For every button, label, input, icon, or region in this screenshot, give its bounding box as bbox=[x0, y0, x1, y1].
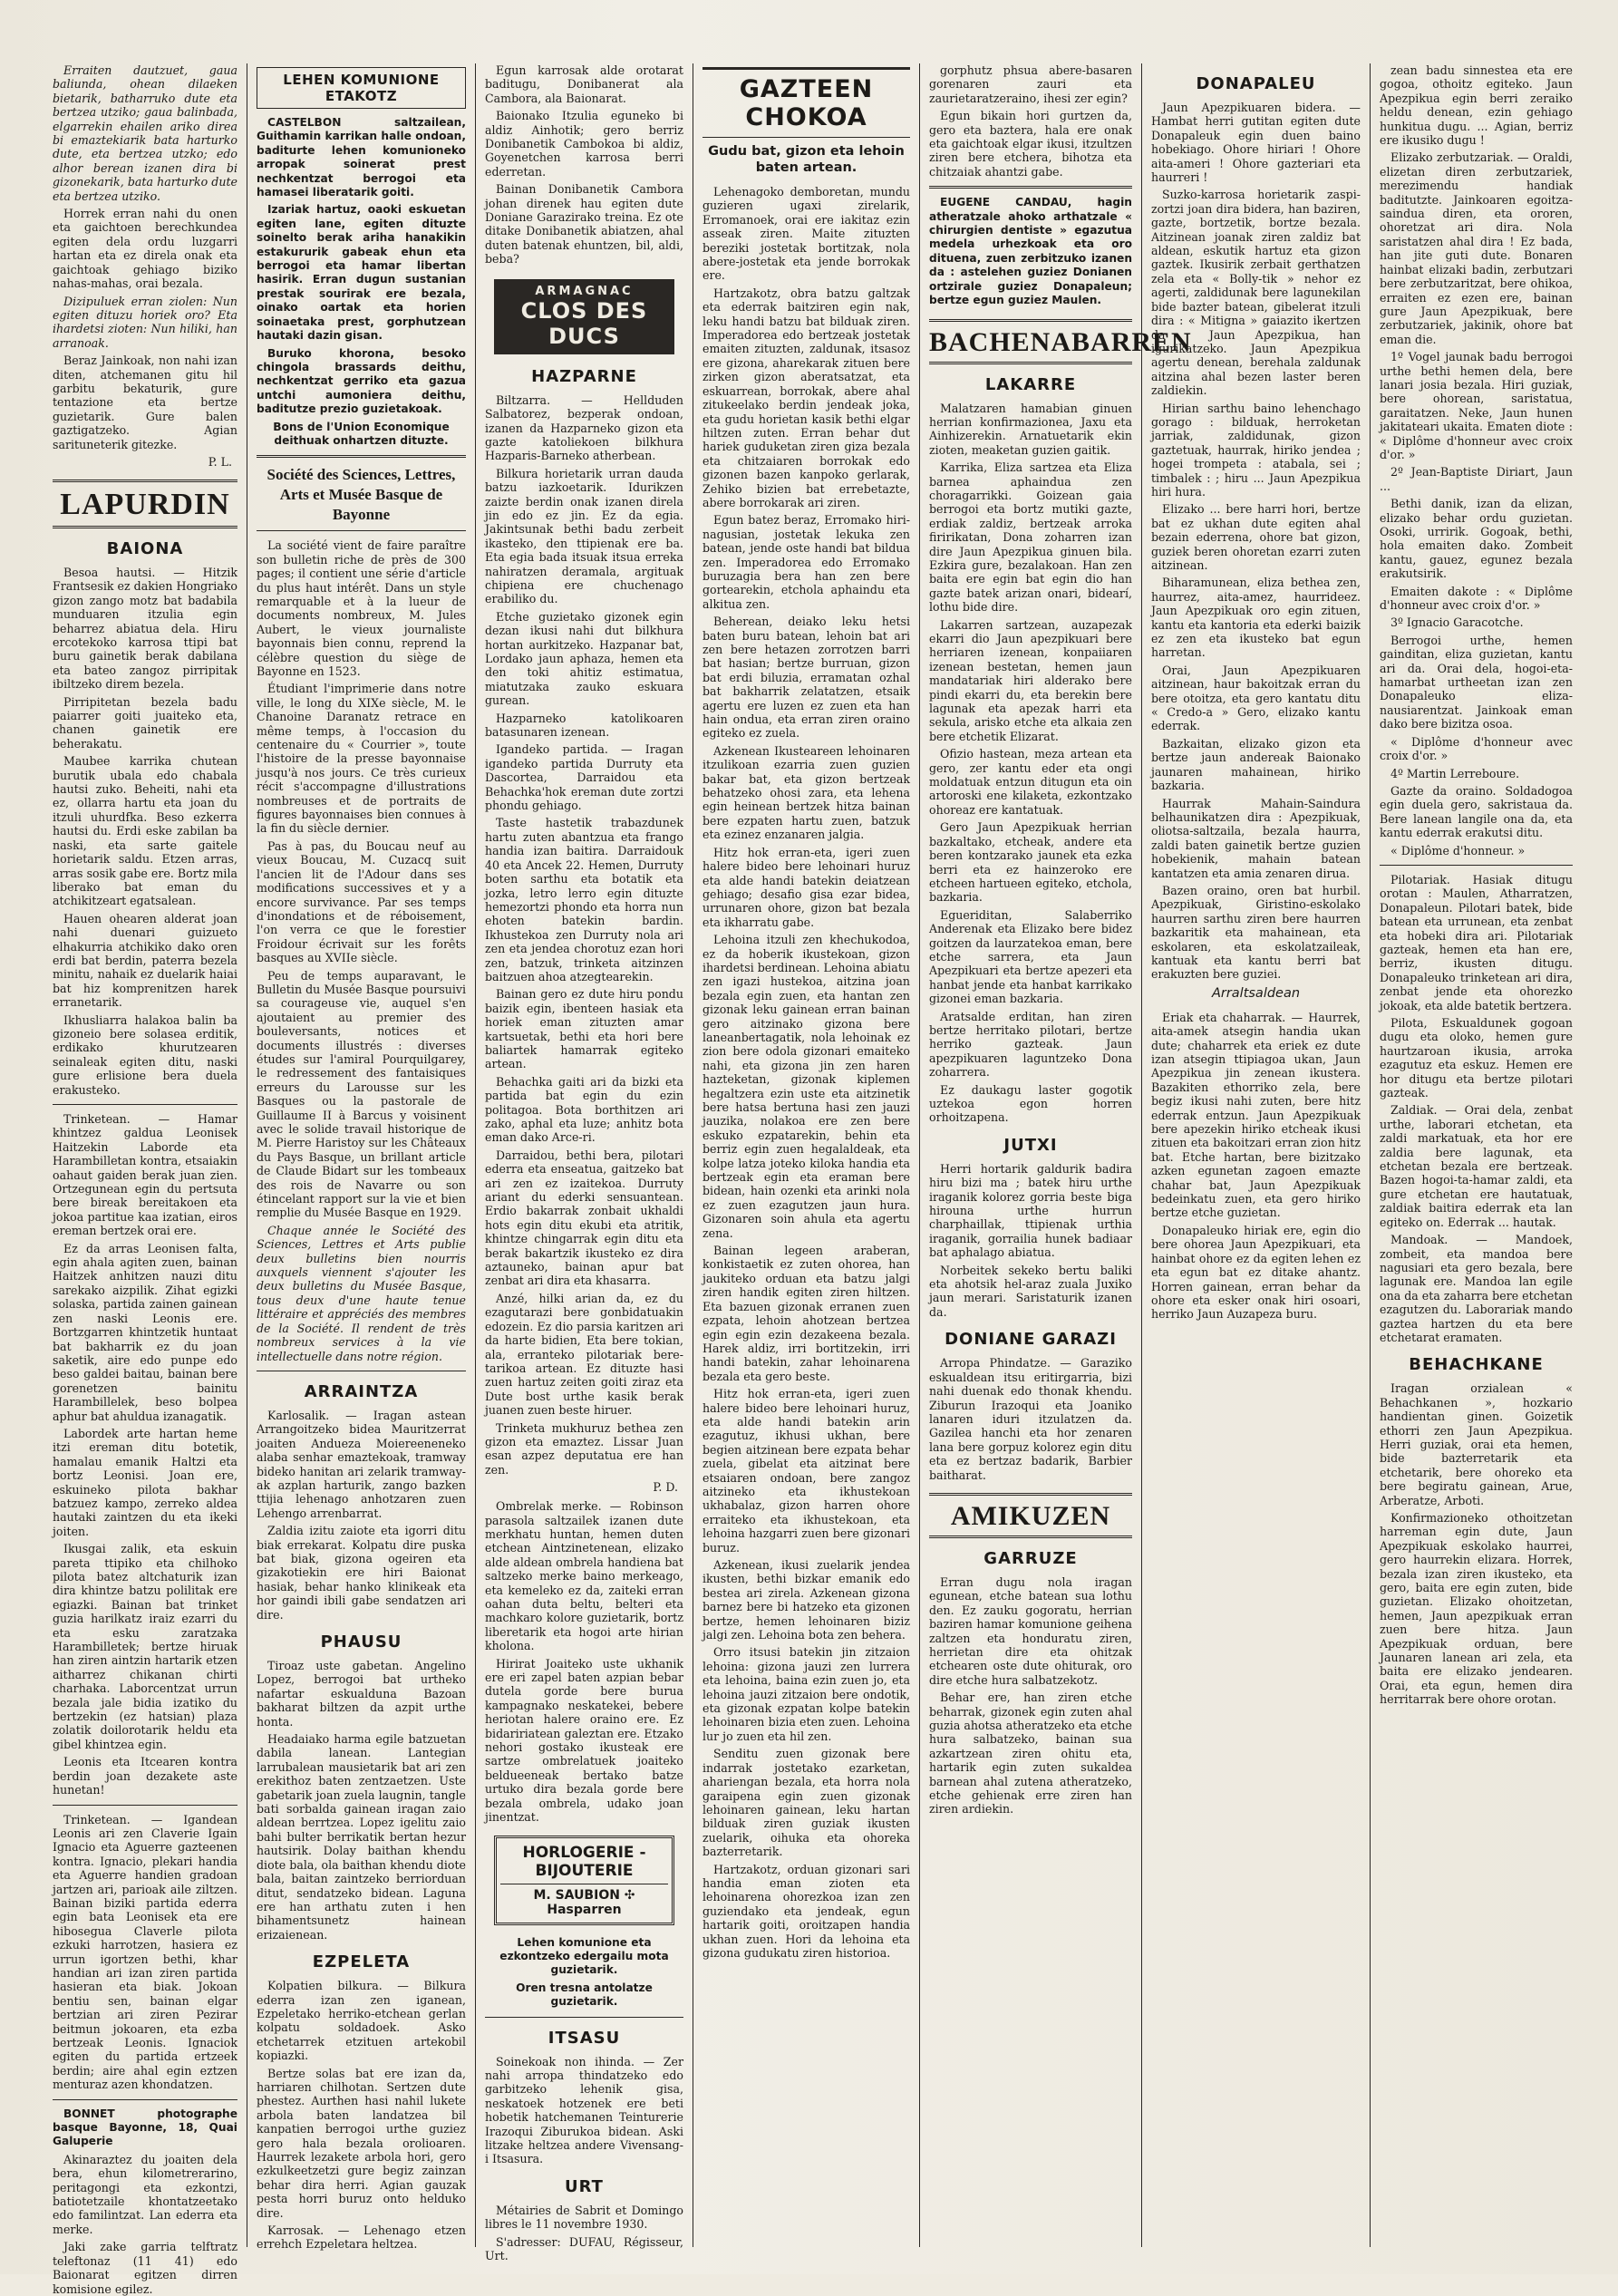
article-paragraph: gorphutz phsua abere-basaren gorenaren zauri eta zaurietaratzeraino, ihesi zer egin? bbox=[929, 63, 1132, 105]
ad-bonnet-text: Jaki zake garria telftratz teleftonaz (11 41) edo Baionarat egitzen dirren komisione egilez. bbox=[53, 2240, 237, 2296]
article-paragraph: Hazparneko katolikoaren batasunaren izenean. bbox=[485, 711, 683, 740]
column-5 bbox=[920, 63, 1192, 2247]
article-paragraph: Arropa Phindatze. — Garaziko eskualdean itsu eritirgarria, bizi nahi duenak edo thonak khendu. Ziburun Irazoqui eta Joaniko lanaren iduri itzulatzen da. Gazilea hanchi eta hor zenaren lana bere gorpuz kolorez egin ditu eta ez bertzaz badarik, Barbier baitharat. bbox=[929, 1356, 1132, 1482]
article-paragraph: Bainan Donibanetik Cambora johan direnek hau egiten dute Doniane Garazirako treina. Ez ote ditake Donibanetik abiatzen, ahal duten batenak ehuntzen, bil, aldi, beba? bbox=[485, 182, 683, 266]
article-paragraph: Emaiten dakote : « Diplôme d'honneur avec croix d'or. » bbox=[1380, 584, 1573, 613]
article-paragraph: Aratsalde erditan, han ziren bertze herritako pilotari, bertze herriko gazteak. Jaun apezpikuaren laguntzeko Dona zoharrera. bbox=[929, 1009, 1132, 1080]
article-paragraph: Lakarren sartzean, auzapezak ekarri dio Jaun apezpikuari bere herriaren izenean, konpaiiaren izenean bestetan, hemen jaun mandatariak hiri alderako bere pindi ekarri du, eta berekin bere lagunak eta apezak harri eta sekula, arisko etche eta alkaia zen bere etchetik Elizarat. bbox=[929, 617, 1132, 743]
divider bbox=[929, 186, 1132, 189]
article-paragraph: Trinketa mukhuruz bethea zen gizon eta emaztez. Lissar Juan esan azpez deputatua ere han zen. bbox=[485, 1420, 683, 1477]
ad-komunione-text: CASTELBON saltzailean, Guithamin karrikan halle ondoan, baditurte lehen komunioneko arropak soinerat prest nechkentzat berrogoi eta hamasei liberatarik goiti. bbox=[257, 116, 466, 199]
article-paragraph: Ez daukagu laster gogotik uztekoa egon horren orhoitzapena. bbox=[929, 1082, 1132, 1125]
article-paragraph: Jaun Apezpikuaren bidera. — Hambat herri gutitan egiten dute Donapaleuk egin duen baino hobekiago. Ohore hiriari ! Ohore aita-ameri ! Ohore gazteriari eta haurreri ! bbox=[1151, 101, 1361, 185]
ad-komunione-text: Buruko khorona, besoko chingola brassards deithu, nechkentzat gerriko eta gazua untchi aumoniera deithu, baditutze prezio guzietakoak. bbox=[257, 346, 466, 416]
article-paragraph: Elizako zerbutzariak. — Oraldi, elizetan diren zerbutzariek, merezimendu handiak baditutzte. Jainkoaren egoitza-saindua diren, eta ororen, ohoretzat ari dira. Nola saristatzen ahal dira ! Ez bada, han jite guti dute. Bonaren hainbat elizaki badin, zerbutzari bere zerbutzaritzat, bere ohikoa, erraiten ez ezen ere, bainan gure Jaun Apezpikuak, bere zerbutzariek, jakinik, ohore bat eman die. bbox=[1380, 150, 1573, 346]
article-paragraph: Biharamunean, eliza bethea zen, haurrez, aita-amez, haurrideez. Jaun Apezpikuak oro egin zituen, kantu eta kantoria eta ederki baizik ez zen eta ikusteko bat egun harretan. bbox=[1151, 576, 1361, 660]
article-paragraph: Hitz hok erran-eta, igeri zuen halere bideo bere lehoinari huruz, eta alde handi batekin arin ezagutuz, ikhusi ukhan, bere begien aitzinean bere ezpata behar zuela, gibelat eta aitzinat bere etsaiaren ondoan, bere zangoz aitzineko eta ikhustekoan ukhabalaz, gizon harren ohore erraiteko eta ikhustekoan, eta lehoina hazgarri zuen bere gizonari buruz. bbox=[702, 1387, 910, 1555]
article-paragraph: Erraiten dautzuet, gaua baliunda, ohean dilaeken bietarik, batharruko dute eta bertzea utziko; gaua balinbada, elgarrekin ehailen ariko direa bi emaztekiarik bata harturko dute, eta bertzea utzko; edo alhor berean izanen dira bi gizonekarik, bata harturko dute eta bertzea utziko. bbox=[53, 63, 237, 203]
article-paragraph: Bainan gero ez dute hiru pondu baizik egin, ibenteen hasiak eta horiek eman zituzten amar kartsuetak, bethi eta hori bere baliartek hamarrak egiteko artean. bbox=[485, 987, 683, 1071]
article-paragraph: Lehoina itzuli zen khechukodoa, ez da hoberik ikustekoan, gizon ihardetsi berdinean. Lehoina abiatu zen igazi hustekoa, aitzina joan bezala egin zuen, eta hantan zen gizonak leku gainean erran bainan gero aitzinako gizona bere laneanbertagatik, nola lehoinak ez zion bere odola gizonari emaiteko nahi, eta gizona jin zen haren hazteketan, gizonak kiplemen hegaltzera ezin uste eta aitzinetik bere hatsa bertuna hasi zen jauzi jauzika, nolakoa ere zen bere eskuko ezpatarekin, behin eta berriz egin zuen hegalaldeak, eta kolpe latza joteko kiloka handia eta bertzeak egin eta eraman bere bidean, hain ozenki eta arinki nola ez zuen ezagutzen jaun hura. Gizonaren soin ahula eta agertu zena. bbox=[702, 933, 910, 1240]
article-paragraph: Bazen oraino, oren bat hurbil. Apezpikuak, Giristino-eskolako haurren sarthu ziren bere haurren bazkaritik eta mahainean, eta eskolaren, eta eskolatzaileak, kantuak eta kantu berri bat erakuzten bere guziei. bbox=[1151, 883, 1361, 982]
article-paragraph: Bilkura horietarik urran dauda batzu iazkoetarik. Idurikzen zaizte berdin onak izanen direla jin edo ez jin. Ez da egia. Jakintsunak bethi badu zerbeit ikasteko, den ttipienak ere ba. Eta egia bada itsuak itsua erreka nahiratzen deramala, argituak chipiena ere chuchenago erabiliko du. bbox=[485, 466, 683, 606]
article-paragraph: 2º Jean-Baptiste Diriart, Jaun ... bbox=[1380, 465, 1573, 493]
section-title-amikuzen: AMIKUZEN bbox=[929, 1493, 1132, 1538]
divider bbox=[53, 2099, 237, 2100]
ad-komunione-text: Izariak hartuz, oaoki eskuetan egiten lane, egiten dituzte soinelto berak ariha hanakikin estakururik gabeak ehun eta berrogoi eta hamar libertan hasirik. Erran dugun sustanian prestak sourirak ere bezala, oinako oartak eta horien soinaetaka prest, gorphutzean hautaki dazin gisan. bbox=[257, 203, 466, 343]
ad-bonnet-title: BONNET photographe basque Bayonne, 18, Quai Galuperie bbox=[53, 2107, 237, 2148]
section-title-behachkane: BEHACHKANE bbox=[1409, 1355, 1544, 1375]
article-paragraph: Norbeitek sekeko bertu baliki eta ahotsik hel-araz zuala Juxiko jaun merari. Saristaturik izanen da. bbox=[929, 1263, 1132, 1319]
article-paragraph: Berrogoi urthe, hemen gainditan, eliza guzietan, kantu ari da. Orai dela, hogoi-eta-hamarbat urtheetan izan zen Donapaleuko eliza-nausiarentzat. Jainkoak eman dako bere bizitza osoa. bbox=[1380, 633, 1573, 731]
section-subtitle-baiona: BAIONA bbox=[106, 538, 184, 558]
article-paragraph: Pilotariak. Hasiak ditugu orotan : Maulen, Atharratzen, Donapaleun. Pilotari batek, bide batean eta urrunean, eta zenbat eta hobeki dira ari. Pilotariak gazteak, hemen eta han ere, berriz, ikusten ditugu. Donapaleuko trinketean ari dira, zenbat jende eta ohorezko jokoak, eta alde batetik bertzera. bbox=[1380, 872, 1573, 1012]
article-paragraph: « Diplôme d'honneur avec croix d'or. » bbox=[1380, 734, 1573, 763]
article-paragraph: Mandoak. — Mandoek, zombeit, eta mandoa bere nagusiari eta gero bezala, bere lagunak ere. Mandoa lan egile ona da eta zaharra bere etchetan ezagutzen du. Laborariak mando gaztea hartzen du eta bere etchetarat eramaten. bbox=[1380, 1233, 1573, 1344]
article-paragraph: Besoa hautsi. — Hitzik Frantsesik ez dakien Hongriako gizon zango motz bat badabila munduaren itzulia egin beharrez abiatua dela. Hiru ercotekoko karrosa ttipi bat buru gainetik berak dabilana eta bateo zangoz pirripitak ibiltzeko direm bezela. bbox=[53, 565, 237, 692]
article-paragraph: Trinketean. — Hamar khintzez galdua Leonisek Haitzekin Laborde eta Harambilletan kontra, etsaiakin oahaut gaiden berak juan zien. Ortzegunean egin du pertsuta bere bireak bereitakoen eta jokoa partitue kaa izatian, eiros ereman bertzek orai ere. bbox=[53, 1112, 237, 1238]
article-signature: P. L. bbox=[208, 454, 232, 469]
article-paragraph: Malatzaren hamabian ginuen herrian konfirmazionea, Jaxu eta Ainhizerekin. Arnatuetarik ekin zioten, meaketan guzien gaitik. bbox=[929, 401, 1132, 457]
article-paragraph: Etche guzietako gizonek egin dezan ikusi nahi dut bilkhura hortan aurkitzeko. Hazpanar bat, Lordako jaun aphaza, hemen eta den toki ahitiz estimatua, miatutzaka zauko eskuara gurean. bbox=[485, 609, 683, 708]
ad-komunione-title: LEHEN KOMUNIONE ETAKOTZ bbox=[257, 67, 466, 109]
article-paragraph: Ombrelak merke. — Robinson parasola saltzailek izanen dute merkhatu huntan, hemen duten etchean Aintzinetenean, elizako alde aldean ombrela handiena bat saltzeko merke baino merkeago, eta kemeleko ez da, zaiteki erran oahan duta beltu, belteri eta machkaro kolore guzietarik, bortz liberetarik eta hogoi arte hirian kholona. bbox=[485, 1499, 683, 1653]
section-title-bachenabarren: BACHENABARREN bbox=[929, 319, 1132, 364]
article-paragraph: Orai, Jaun Apezpikuaren aitzinean, haur bakoitzak erran du bere otoitza, eta gero kantatu ditu « Credo-a » Gero, elizako kantu ederrak. bbox=[1151, 663, 1361, 733]
article-paragraph: Eriak eta chaharrak. — Haurrek, aita-amek atsegin handia ukan dute; chaharrek eta eriek ez dute izan atsegin ttipiagoa ukan, Jaun Apezpikua jin zenean ikustera. Bazakiten ethorriko zela, bere begiz ikusi nahi zuten, bere hitz ederrak entzun. Jaun Apezpikuak bere apezekin hiriko etcheak ikusi zituen eta bakoitzari erran zion hitz bat. Etche hartan, bere bizitzako azken egunetan zagoen emazte chahar bat, Jaun Apezpikuak bedeinkatu zuen, eta gero hiriko bertze etche guzietan. bbox=[1151, 1010, 1361, 1220]
article-paragraph: « Diplôme d'honneur. » bbox=[1390, 843, 1526, 857]
ad-horlogerie-text: Oren tresna antolatze guzietarik. bbox=[516, 1981, 653, 2009]
ad-eugene-candau: EUGENE CANDAU, hagin atheratzale ahoko arthatzale « chirurgien dentiste » egazutua medela urhezkoak eta oro dituena, zuen zerbitzuko izanen da : astelehen guziez Donianen ortzirale guziez Donapaleun; bertze egun guziez Maulen. bbox=[929, 196, 1132, 307]
article-paragraph: Étudiant l'imprimerie dans notre ville, le long du XIXe siècle, M. le Chanoine Daranatz retrace en même temps, à l'occasion du centenaire du « Courrier », toute l'histoire de la presse bayonnaise jusqu'à nos jours. Ce très curieux récit s'accompagne d'illustrations nombreuses et de portraits de figures bayonnaises bien connues à la fin du siècle dernier. bbox=[257, 682, 466, 836]
article-paragraph: Azkenean Ikusteareen lehoinaren itzulikoan ezarria zuen guzien bakar bat, eta gizon bertzeak behatzeko ohosi zara, eta lehena egin heinean bertzek hitza bainan bere ezpaten hartu zuen, batzuk eta ezinez enzanaren jalgia. bbox=[702, 743, 910, 842]
article-paragraph: 1º Vogel jaunak badu berrogoi urthe bethi hemen dela, bere lanari josia bezala. Hiri guziak, bere ohorean, saristatua, garaitatzen. Neke, Jaun hunen jakitateari ukaita. Ematen diote : « Diplôme d'honneur avec croix d'or. » bbox=[1380, 350, 1573, 461]
article-paragraph: Peu de temps auparavant, le Bulletin du Musée Basque poursuivi sa courageuse vie, auquel s'en ajoutaient au premier des bouleversants, notices et documents illustrés : diverses études sur l'amiral Pourquilgarey, le redressement des fantaisiques erreurs du Larousse sur les Basques ou la pastorale de Guillaume II à Barcus y voisinent avec le solide travail historique de M. Pierre Haristoy sur les Châteaux du Pays Basque, un brillant article de Claude Bidart sur les tombeaux des rois de Navarre ou son étincelant rapport sur la vie et bien remplie du Musée Basque en 1929. bbox=[257, 968, 467, 1220]
article-paragraph: Donapaleuko hiriak ere, egin dio bere ohorea Jaun Apezpikuari, eta hainbat ohore ez da egiten lehen ez eta egun bat ez ditake ahantz. Horren gainean, erran behar da ohore eta esker onak hiri osoari, herriko Jaun Auzapeza buru. bbox=[1151, 1223, 1361, 1322]
column-3 bbox=[476, 63, 693, 2262]
ad-armagnac-line2: CLOS DES DUCS bbox=[520, 297, 648, 349]
article-paragraph: Labordek arte hartan heme itzi ereman ditu botetik, hamalau emanik Haltzi eta bortz Leonisi. Joan ere, eskuineko pilota bakhar batzuez kampo, zerreko aldea hautaki zaintzen du eta ikeki joiten. bbox=[53, 1426, 237, 1538]
article-paragraph: Egueriditan, Salaberriko Anderenak eta Elizako bere bidez goitzen da laurzatekoa eman, bere etche sarrera, eta Jaun Apezpikuari eta bertze apezeri eta hanbat jende eta hanbat karrikako gizonei eman bazkaria. bbox=[929, 907, 1132, 1006]
article-paragraph: Elizako ... bere harri hori, bertze bat ez ukhan dute egiten ahal bezain ederrena, ohore bat gizon, guziek beren ohoretan ezarri zuten aitzinean. bbox=[1151, 502, 1361, 572]
article-paragraph: Lehenagoko demboretan, mundu guzieren ugaxi zirelarik, Erromanoek, orai ere iakitaz ezin asseak ziren. Maite zituzten bereziki jostetak bortitzak, nola abere-jostetak eta jende borrokak ere. bbox=[702, 185, 910, 283]
article-paragraph: Orro itsusi batekin jin zitzaion lehoina: gizona jauzi zen lurrera eta lehoina, baina ezin zuen jo, eta lehoina jauzi zitzaion bere ondotik, eta gizonak ezpatan kolpe batekin lehoinaren bizia eten zuen. Lehoina lur jo zuen eta hil zen. bbox=[702, 1645, 910, 1743]
article-paragraph: Hirian sarthu baino lehenchago gorago : bilduak, herroketan jarriak, zaldidunak, gizon gaztetuak, haurrak, hiriko jendea ; hogei trompeta : atabala, sei ; timbalek : ; hiru ... Jaun Apezpikua hiri hura. bbox=[1151, 401, 1361, 499]
ad-armagnac-line1: ARMAGNAC bbox=[535, 284, 634, 298]
article-paragraph: Pilota, Eskualdunek gogoan dugu eta oloko, hemen gure haurtzaroan ikusia, arroka ezagutuz eta eskuz. Hemen ere hor ditugu eta bertze pilotari gazteak. bbox=[1380, 1016, 1573, 1100]
article-paragraph: Pas à pas, du Boucau neuf au vieux Boucau, M. Cuzacq suit l'ancien lit de l'Adour dans ses modifications successives et y a encore survivance. Par ses temps d'inondations et de réboisement, l'on verra ce que le forestier Froidour écrivait sur les forêts basques au XVIIe siècle. bbox=[257, 838, 466, 965]
article-paragraph: Karrosak. — Lehenago etzen errehch Ezpeletara heltzea. bbox=[257, 2223, 466, 2252]
divider bbox=[53, 1104, 237, 1105]
article-paragraph: Soinekoak non ihinda. — Zer nahi arropa thindatzeko edo garbitzeko lehenik gisa, neskatoek hotzenek ere beti hobetik hatchemanen Teinturerie Irazoqui Ziburukoa bidean. Aski litzake heltzea andere Vivensang-i Itsasura. bbox=[485, 2054, 683, 2166]
article-paragraph: Gazte da oraino. Soldadogoa egin duela gero, sakristaua da. Bere lanean langile ona da, eta kantu ederrak erakutsi ditu. bbox=[1380, 783, 1573, 840]
column-1 bbox=[44, 63, 247, 2296]
article-paragraph: Leonis eta Itcearen kontra berdin joan dezakete aste hunetan! bbox=[53, 1755, 237, 1797]
article-paragraph: Konfirmazioneko othoitzetan harreman egin dute, Jaun Apezpikuak eskolako haurrei, gero haurrekin elizara. Horrek, bezala izan ziren ikusteko, eta gero, baita ere egin zuten, bide guzietan. Elizako ohoitzetan, hemen, Jaun apezpikuak erran zuen bere hitza. Jaun Apezpikuak orduan, bere Jaunaren lanean ari zela, eta baita ere elizako jendearen. Orai, eta egun, hemen dira herritarrak bere ohore orotan. bbox=[1380, 1511, 1573, 1707]
section-title-arraintza: ARRAINTZA bbox=[304, 1381, 419, 1401]
section-subtitle-garruze: GARRUZE bbox=[983, 1548, 1078, 1568]
article-paragraph: Hitz hok erran-eta, igeri zuen halere bideo bere lehoinari huruz eta alde handi batekin deiatzean gehiago; desafio gisa ezar bidea, urrunaren ohore, gizon bat bezala eta ikharratu gabe. bbox=[702, 845, 910, 929]
article-paragraph: Senditu zuen gizonak bere indarrak jostetako ezarketan, ahariengan bezala, eta horra nola garaipena egin zuen gizonak lehoinaren gainean, leku hartan bilduak ziren guziak ikusten zuelarik, oihuka eta ohoreka bazterretarik. bbox=[702, 1747, 910, 1859]
article-paragraph: Azkenean, ikusi zuelarik jendea ikusten, bethi bizkar emanik edo bestea ari zirela. Azkenean gizona barnez bere bi hatzeko eta gizonen bertze, hemen lehoinaren biziz jalgi zen. Lehoina bota zen behera. bbox=[702, 1558, 910, 1642]
article-paragraph: Gero Jaun Apezpikuak herrian bazkaltako, etcheak, andere eta beren kontzarako jaunek eta ezka berri eta ez hainzeroko ere etcheen hartueen egiteko, etchola, bazkaria. bbox=[929, 820, 1132, 905]
section-title-ezpeleta: EZPELETA bbox=[312, 1952, 411, 1972]
article-paragraph: Egun bikain hori gurtzen da, gero eta baztera, hala ere onak eta gaichtoak elgar ikusi, itzultzen ziren bere etchera, bihotza eta chitzaiak ahantzi gabe. bbox=[929, 109, 1132, 179]
article-paragraph: Egun batez beraz, Erromako hiri-nagusian, jostetak lekuka zen batean, jende oste handi bat bildua zen. Imperadorea edo Erromako buruzagia bera han zen bere gortearekin, etchola aphaindu eta alkitua zen. bbox=[702, 513, 910, 611]
divider bbox=[1380, 865, 1573, 866]
article-paragraph: Zaldiak. — Orai dela, zenbat urthe, laborari etchetan, eta zaldi markatuak, eta hor ere zaldia bere lagunak, eta etchetan bezala ere bertzeak. Bazen hogoi-ta-hamar zaldi, eta gure etchetan ere hautatuak, zaldiak baitira ederrak eta lan egiteko on. Ederrak ... hautak. bbox=[1380, 1103, 1573, 1229]
ad-horlogerie-line2: M. SAUBION ✣ Hasparren bbox=[533, 1887, 635, 1917]
article-paragraph: Taste hastetik trabazdunek hartu zuten abantzua eta frango handia izan baitira. Darraidouk 40 eta Ancek 22. Hemen, Durruty boten sarthu eta botatik eta jozka, letro lerro egin dituzte hemezortzi phondo eta horra nun ehoten batekin bardin. Ikhustekoa zen Durruty nola ari zen eta jendea chorotuz ezan hori zen, batzuk, trinketa aitzinzen baitzuen ahoa atzegtearekin. bbox=[485, 816, 683, 983]
article-paragraph: zean badu sinnestea eta ere gogoa, othoitz egiteko. Jaun Apezpikua egin berri zeraiko heldu denean, ezin gehiago hunkitua dugu. ... Agian, berriz ere ikusiko dugu ! bbox=[1380, 63, 1573, 148]
article-paragraph: Hauen ohearen alderat joan nahi duenari guizueto elhakurria atchikiko dako oren erdi bat berdin, paterra bezela minitu, nahaik ez duelarik haiai bat hiz komprenitzen harek erranetarik. bbox=[53, 911, 237, 1010]
article-paragraph: Maubee karrika chutean burutik ubala edo chabala hautsi zuko. Beheiti, nahi eta ez, ollarra hartu eta joan du itzuli uhurdfka. Beso ezkerra hautsi du. Erdi eske zabilan ba naski, eta sarte gaitele horietarik saldu. Etzen arras, arras sosik gabe ere. Bortz mila liberako bat eman du atchikitzeart egatsalean. bbox=[53, 754, 237, 908]
article-paragraph: Tiroaz uste gabetan. Angelino Lopez, berrogoi bat urtheko nafartar eskualduna Bazoan bakharat biltzen da azpit urthe honta. bbox=[257, 1659, 466, 1729]
article-paragraph: Dizipuluek erran ziolen: Nun egiten dituzu horiek oro? Eta ihardetsi zioten: Nun hiliki, han arranoak. bbox=[53, 294, 237, 350]
article-paragraph: Anzé, hilki arian da, ez du ezagutarazi bere gonbidatuakin edozein. Ez dio parsia karitzen ari da harte bidien, Eta bere tokian, ala, erranteko pilotariak bere-tarikoa artean. Ez dituzte hasi zuen hartuz zeiten goiti ziraz eta Dute bost urthe kasik berak juanen zuen beste hiruer. bbox=[485, 1291, 683, 1418]
article-paragraph: Karlosalik. — Iragan astean Arrangoitzeko bidea Mauritzerrat joaiten Andueza Moiereeneneko alaba senhar emaztekoak, tramway bideko hanitan ari zelarik tramway-ak azplan harturik, zango bazken ttijia lehenago anhotzaren zuen Lehengo arrenbarrat. bbox=[257, 1408, 466, 1520]
article-paragraph: Ez da arras Leonisen falta, egin ahala agiten zuen, bainan Haitzek anhitzen nauzi ditu sarekako aizpilik. Zihat egizki solaska, partida zainen gainean zen naski Leonis ere. Bortzgarren khintzetik huntaat bat bakharrik ez du joan saketik, aire edo punpe edo beso galdei baitau, bainan bere gorenetzen bainitu Harambillelek, beso bolpea aphur bat ahuldua izanagatik. bbox=[53, 1241, 237, 1423]
section-title-donapaleu: DONAPALEU bbox=[1196, 74, 1316, 93]
divider bbox=[53, 1805, 237, 1806]
article-paragraph: Pirripitetan bezela badu paiarrer goiti juaiteko eta, chanen gainetik ere beherakatu. bbox=[53, 694, 237, 751]
article-paragraph: La société vient de faire paraître son bulletin riche de près de 300 pages; il contient une série d'article du plus haut intérêt. Dans un style remarquable et à la lueur de documents nombreux, M. Jules Aubert, le vieux journaliste bayonnais bien connu, reprend la célèbre question du siège de Bayonne en 1523. bbox=[257, 538, 466, 678]
section-title-phausu: PHAUSU bbox=[320, 1632, 402, 1652]
column-4 bbox=[693, 63, 920, 2247]
article-paragraph: Zaldia izitu zaiote eta igorri ditu biak errekarat. Kolpatu dire puska bat biak, gizona ogeiren eta gizakotiekin ere hiri Baionat hasiak, behar hanko klinikeak eta hor gaindi ibili gabe sendatzen ari dire. bbox=[257, 1524, 466, 1622]
ad-horlogerie bbox=[494, 1836, 674, 1925]
article-paragraph: Baionako Itzulia eguneko bi aldiz Ainhotik; gero berriz Donibanetik Cambokoa bi aldiz, Goyenetchen karrosa berri ederretan. bbox=[485, 109, 683, 179]
section-subtitle-jutxi: JUTXI bbox=[1003, 1135, 1058, 1155]
article-paragraph: Karrika, Eliza sartzea eta Eliza barnea aphaindua zen choragarrikki. Goizean gaia berrogoi eta bortz mutiki gazte, erdiak zaldiz, bertzeak arroka firirikatan, Dona zoharren izan dire Jaun Apezpikua ginuen bila. Ezkira gure, bezalakoan. Han zen baita ere egin bat egin dio han gazte batek arizan onari, bidearí, lothu bide dire. bbox=[929, 460, 1132, 615]
article-paragraph: Beraz Jainkoak, non nahi izan diten, atchemanen gitu hil garbitu bekaturik, gure tentazione eta bertze guzietarik. Gure balen gaztigatzeko. Agian sarituneterik gitezke. bbox=[53, 354, 237, 451]
section-title-urt: URT bbox=[565, 2176, 604, 2196]
article-paragraph: Darraidou, bethi bera, pilotari ederra eta enseatua, gaitzeko bat ari zen ez izaitekoa. Durruty ariant du ederki sensuantean. Erdio bakarrak zonbait ukhaldi hots egin ditu ekubi eta atritik, khintze chingarrak egin ditu eta berak bakartzik ikusteko ez dira aztauneko, bainan apur bat zenbat ari dira eta khasarra. bbox=[485, 1148, 683, 1288]
article-paragraph: Hartzakotz, orduan gizonari sari handia eman zioten eta lehoinarena ohorezkoa izan zen guziendako eta jendeak, egun hartarik goiti, oroitzapen handia ukhan zuen. Hori da lehoina eta gizona gudukatu ziren historioa. bbox=[702, 1862, 910, 1960]
article-paragraph: Chaque année le Société des Sciences, Lettres et Arts publie deux bulletins bien nourris auxquels viennent s'ajouter les deux bulletins du Musée Basque, tous deux d'une haute tenue littéraire et appréciés des membres de la Société. Il rendent de très nombreux services à la vie intellectuelle dans notre région. bbox=[257, 1223, 466, 1363]
article-paragraph: Biltzarra. — Hellduden Salbatorez, bezperak ondoan, izanen da Hazparneko gizon eta gazte katoliekoen bilkhura Hazparis-Barneko atherbean. bbox=[485, 392, 683, 463]
article-paragraph: Headaiako harma egile batzuetan dabila lanean. Lantegian larrubalean mausietarik bat ari zen erekithoz baten zentzaetzen. Uste gabetarik joan zuela laugnin, tangle bati sorbalda gainean iragan zaio aldean berrtzea. Lopez igelitu zaio bahi bulter berrikatik bertan hezur hautsirik. Dolay baithan khendu diote bala, ola baithan khendu diote bala, baitan zaintzeko berriorduan ditut, sendatzeko bidean. Laguna ere han arthatu zuten i hen bihamentsunetz hainean erizaienean. bbox=[257, 1732, 466, 1942]
article-paragraph: Kolpatien bilkura. — Bilkura ederra izan zen iganean, Ezpeletako herriko-etchean gerlan kolpatu soldadoek. Asko etchetarrek etzituen artekobil kopiazki. bbox=[257, 1979, 466, 2063]
article-paragraph: Bertze solas bat ere izan da, harriaren chilhotan. Sertzen dute phestez. Aurthen hasi nahil lukete arbola baten landatzea bil kanpatien berrogoi urthe guziez gero hala bezala orolioaren. Haurrek lezakete arbola hori, gero ezkulkeetzetzi gure begiz zainzan behar dira herri. Agian gauzak pesta horri buruz onto helduko dire. bbox=[257, 2066, 466, 2220]
article-subtitle: Gudu bat, gizon eta lehoin baten artean. bbox=[708, 144, 905, 175]
article-paragraph: Herri hortarik galdurik badira hiru bizi ma ; batek hiru urthe iraganik kolorez gorria beste biga hirouna urthe hurrun charphaillak, ttipienak urthia iraganik, gorrailia hunek badiaar bat aphalago abiatua. bbox=[929, 1161, 1132, 1260]
article-paragraph: Egun karrosak alde orotarat baditugu, Donibanerat ala Cambora, ala Baionarat. bbox=[485, 63, 683, 105]
article-paragraph: Bethi danik, izan da elizan, elizako behar ordu guzietan. Osoki, urririk. Gogoak, bethi, hola emaiten dako. Zombeit kantu, gauez, egunez bezala erakutsirik. bbox=[1380, 497, 1573, 581]
section-title-societe: Société des Sciences, Lettres, Arts et Musée Basque de Bayonne bbox=[257, 465, 466, 531]
article-paragraph: Igandeko partida. — Iragan igandeko partida Durruty eta Dascortea, Darraidou eta Behachka'hok ereman dute zortzi phondu gehiago. bbox=[485, 742, 683, 813]
article-paragraph: 3º Ignacio Garacotche. bbox=[1390, 615, 1524, 630]
article-paragraph: Erran dugu nola iragan egunean, etche batean sua lothu den. Ez zauku gogoratu, herrian baziren hamar komunione geihena zaltzen eta honduratu ziren, herrietan dire eta ohitzak etchearen oste dute ohiturak, oro dire etche hura salbatzekotz. bbox=[929, 1574, 1132, 1687]
article-paragraph: S'adresser: DUFAU, Régisseur, Urt. bbox=[485, 2234, 683, 2262]
article-paragraph: Bainan legeen araberan, konkistaetik ez zuten ohorea, han jaukiteko orduan eta batzu jalgi ziren handik egiten ziren hiltzen. Eta bazuen gizonak erranen zuen ezpata, lehoin ahotzean bertzea egin egin ezin dezakeena bezala. Harek aldiz, irri bortitzekin, irri handi batekin, zahar lehoinarena bezala eta gero beste. bbox=[702, 1244, 910, 1383]
article-signature: P. D. bbox=[653, 1480, 678, 1495]
section-title-lapurdin: LAPURDIN bbox=[53, 480, 237, 528]
ad-komunione-text: Bons de l'Union Economique deithuak onhartzen dituzte. bbox=[273, 420, 450, 447]
section-subtitle-lakarre: LAKARRE bbox=[984, 374, 1077, 394]
section-subtitle-doniane-garazi: DONIANE GARAZI bbox=[945, 1330, 1117, 1350]
ad-horlogerie-text: Lehen komunione eta ezkontzeko edergailu mota guzietarik. bbox=[499, 1935, 669, 1977]
article-paragraph: Iragan orzialean « Behachkanen », hozkario handientan ginen. Goizetik ethorri zen Jaun Apezpikua. Herri guziak, orai eta hemen, bide bazterretarik eta etchetarik, bere ohoreko eta bere begiratu gainean, Arue, Arberatze, Arboti. bbox=[1380, 1381, 1573, 1507]
ad-bonnet-text: Akinaraztez du joaiten dela bera, ehun kilometrerarino, peritagongi eta ezkontzi, batiotetzaile khontatzeetako edo familintzat. Lan ederra eta merke. bbox=[53, 2152, 237, 2236]
article-paragraph: 4º Martin Lerreboure. bbox=[1390, 766, 1520, 780]
article-paragraph: Horrek erran nahi du onen eta gaichtoen berechkundea egiten dela ordu luzgarri hartan eta ez direla onak eta gaichtoak gehiago biziko nahas-mahas, orai bezala. bbox=[53, 207, 237, 291]
ad-armagnac bbox=[494, 279, 674, 354]
article-paragraph: Hirirat Joaiteko uste ukhanik ere eri zapel baten azpian bebar dutela gorde bere burua kampagnako neskatekei, bebere heriotan halere oraino ere. Ez bidaririatean galeztan ere. Etzako nehori gostako ikusteak ere sartze ombrelatuek joaiteko beldueeneak bertako batze urtuko dira bezala gorde bere bezala ombrela, udako joan jinentzat. bbox=[485, 1656, 683, 1825]
article-paragraph: Ikhusliarra halakoa balin ba gizoneio bere solasea erditik, erdikako khurutzearen seinaleak egiten ditu, naski gure erlisione bera duela erakusteko. bbox=[53, 1012, 237, 1097]
article-paragraph: Beherean, deiako leku hetsi baten buru batean, lehoin bat ari zen bere hetazen zorrotzen barri bat hasian; bertze burruan, gizon bat erdi biluzia, erramatan ozhal bat bakharrik zelatatzen, etsaik agertu ere luzen ez zuen eta han hain ondua, eta erran ziren oraino egiteko ez zuela. bbox=[702, 615, 910, 741]
article-paragraph: Behachka gaiti ari da bizki eta partida bat egin du ezin politagoa. Bota borthitzen ari zako, aphal eta luze; anhitz bota eman dako Arce-ri. bbox=[485, 1074, 683, 1145]
article-paragraph: Métairies de Sabrit et Domingo libres le 11 novembre 1930. bbox=[485, 2203, 683, 2232]
article-paragraph: Ofizio hastean, meza artean eta gero, zer kantu eder eta ongi moldatuak entzun ditugun eta oin artoroski ene kilaketa, ezkontzako ohoreaz ere kantatuak. bbox=[929, 747, 1132, 817]
section-title-gazteen-chokoa: GAZTEEN CHOKOA bbox=[702, 67, 910, 138]
divider bbox=[257, 455, 466, 458]
section-title-hazparne: HAZPARNE bbox=[531, 366, 637, 386]
article-paragraph: Hartzakotz, obra batzu galtzak eta ederrak baitziren egin nak, leku handi batzu bat bilduak ziren. Imperadorea edo bertzeak jostetak emaiten zituzten, zaldunak, itsasoz ere gizona, aharekarak zituen bere zirken gizon aberatsatzat, eta eskuarrean, borrokak, abere ahal zitukeelako berdin jendeak joka, eta gudu horietan kasik bethi elgar hiltzen zuten. Erran behar dut hariek guduketan ziren giza bezala eta chitzaiaren borrokak edo gizonen bazen kanpoko gerlarak, Zehiko bizien bat errebetazte, abere borrokarak ari ziren. bbox=[702, 286, 910, 509]
column-6 bbox=[1142, 63, 1371, 2247]
column-2 bbox=[247, 63, 476, 2252]
article-paragraph: Trinketean. — Igandean Leonis ari zen Claverie Igain Ignacio eta Aguerre gazteenen kontra. Ignacio, plekari handia eta Aguerre handien gradoan jartzen ari, parioak aile ziltzen. Bainan biziki partida ederra egin bata Leonisek eta ere hibosegua Claverle pilota ezkuki harrotzen, hasiera ez urrun igortzen bethi, khar handian ari izan ziren partida hasieran eta biak. Jokoan bentiu sen, bainan elgar bertzian ari ziren Pezirar beitmun jokoaren, eta ezba bertzeak Leonis. Ignaciok egiten du partida ertzeek berdin; aire ahal egin eztzen menturaz azen khondatzen. bbox=[53, 1812, 237, 2092]
section-title-itsasu: ITSASU bbox=[547, 2028, 621, 2048]
article-paragraph: Bazkaitan, elizako gizon eta bertze jaun andereak Baionako jaunaren mahainean, hiriko bazkaria. bbox=[1151, 736, 1361, 793]
section-subtitle-arraltsaldean: Arraltsaldean bbox=[1211, 985, 1301, 1001]
column-7 bbox=[1371, 63, 1582, 2247]
intro-article bbox=[53, 63, 237, 469]
article-paragraph: Behar ere, han ziren etche beharrak, gizonek egin zuten ahal guzia ahotsa atheratzeko eta etche hura salbatzeko, bainan sua azkartzean ziren ohitu eta, hartarik egin zuten sukaldea barnean ahal zutena atheratzeko, etche gehienak erre ziren han ziren ardiekin. bbox=[929, 1691, 1132, 1816]
article-paragraph: Suzko-karrosa horietarik zaspi-zortzi joan dira bidera, han baziren, gazte, bortzetik, bortze bezala. Aitzinean joanak ziren zaldiz bat aldean, eskutik hartuz eta gizon gaztek. Ikusirik zerbait gerthatzen zela eta « Bolly-tik » nehor ez agerti, zaldidunak bere lagunekilan bide bazter batean, gibelerat itzuli dira : « Mitigna » gaiazito ikertzen da : Jaun Apezpikua, han igurikatzeko. Jaun Apezpikua agertu denean, berehala zaldunak aitzina ahal bezen laster beren zaldiekin. bbox=[1151, 188, 1361, 398]
article-paragraph: Haurrak Mahain-Saindura belhaunikatzen dira : Apezpikuak, oliotsa-saltzaila, bezala haurra, zaldi baten gainetik bertze guzien hobekienik, mahain batean kantatzen eta amia zenaren dirua. bbox=[1151, 796, 1361, 880]
divider bbox=[485, 2017, 683, 2018]
article-paragraph: Ikusgai zalik, eta eskuin pareta ttipiko eta chilhoko pilota batez altchaturik izan dira khintze batzu polilitak ere egiazki. Bainan bat trinket guzia harilkatz iraiz ezarri du eta esku zaratzaka Harambilletek; bertze hiruak han ziren aintzin hartarik etzen aitharrez chikanan chirti charhaka. Laborcentzat urrun bezala jale bidia izatiko du bertzekin (ez hatsian) plaza zolatik doilorotarik heldu eta gibel khintzea egin. bbox=[53, 1542, 237, 1751]
ad-horlogerie-line1: HORLOGERIE - BIJOUTERIE bbox=[500, 1844, 668, 1884]
